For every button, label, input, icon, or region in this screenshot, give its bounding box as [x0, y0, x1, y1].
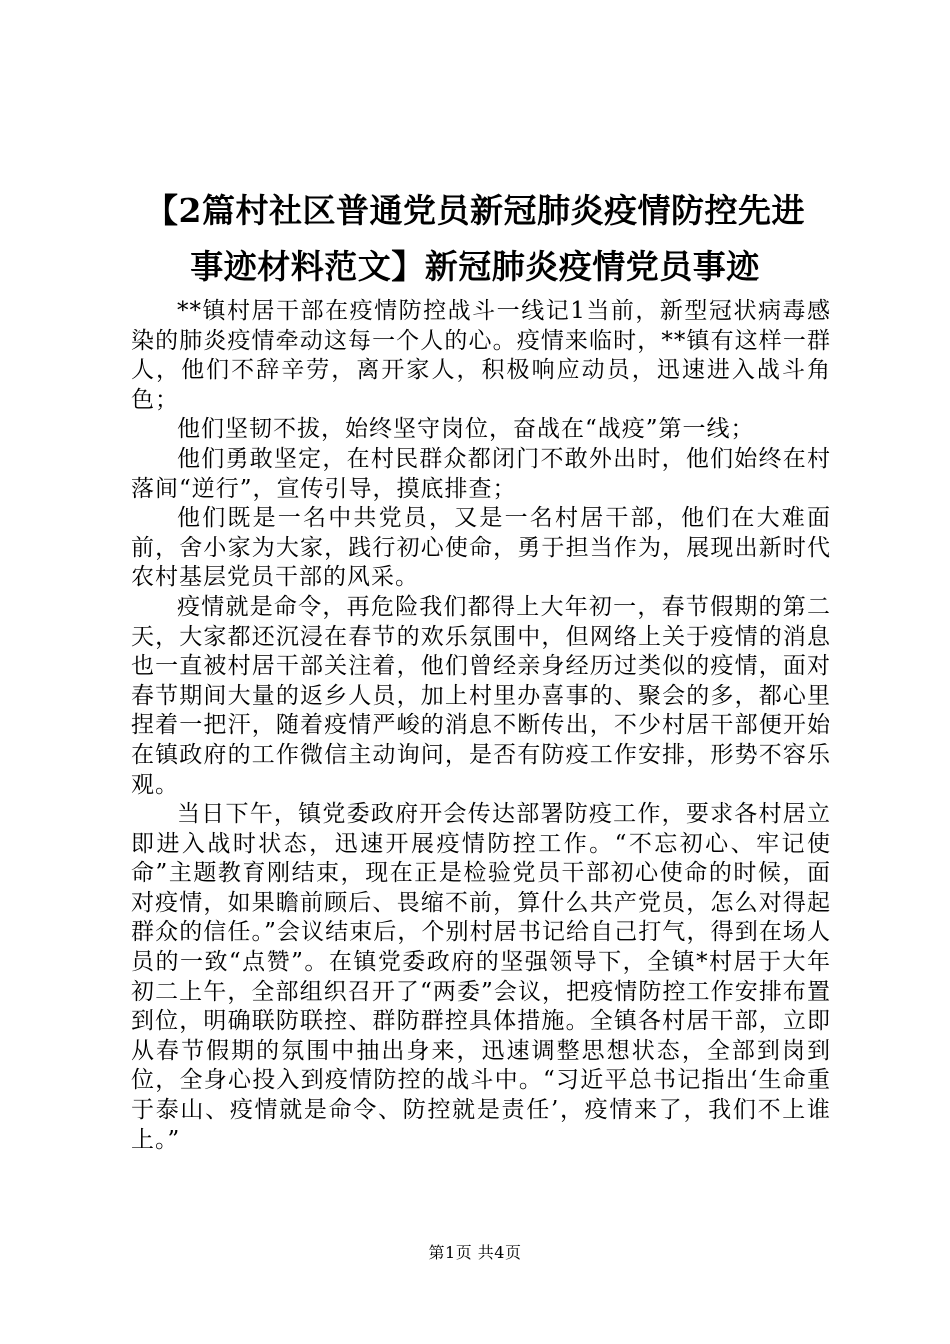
- paragraph: 他们既是一名中共党员，又是一名村居干部，他们在大难面前，舍小家为大家，践行初心使命，勇于担当作为，展现出新时代农村基层党员干部的风采。: [131, 505, 831, 591]
- paragraph: 疫情就是命令，再危险我们都得上大年初一，春节假期的第二天，大家都还沉浸在春节的欢乐氛围中，但网络上关于疫情的消息也一直被村居干部关注着，他们曾经亲身经历过类似的疫情，面对春节期间大量的返乡人员，加上村里办喜事的、聚会的多，都心里捏着一把汗，随着疫情严峻的消息不断传出，不少村居干部便开始在镇政府的工作微信主动询问，是否有防疫工作安排，形势不容乐观。: [131, 593, 831, 798]
- page-number-footer: 第1页 共4页: [428, 1243, 522, 1262]
- paragraph: 他们勇敢坚定，在村民群众都闭门不敢外出时，他们始终在村落间“逆行”，宣传引导，摸底排查；: [131, 445, 831, 502]
- paragraph: **镇村居干部在疫情防控战斗一线记1当前，新型冠状病毒感染的肺炎疫情牵动这每一个人的心。疫情来临时，**镇有这样一群人，他们不辞辛劳，离开家人，积极响应动员，迅速进入战斗角色；: [131, 298, 831, 413]
- title-line-2: 事迹材料范文】新冠肺炎疫情党员事迹: [190, 247, 760, 286]
- document-body: [131, 297, 831, 1155]
- title-line-1: 【2篇村社区普通党员新冠肺炎疫情防控先进: [145, 191, 805, 230]
- paragraph: 当日下午，镇党委政府开会传达部署防疫工作，要求各村居立即进入战时状态，迅速开展疫情防控工作。“不忘初心、牢记使命”主题教育刚结束，现在正是检验党员干部初心使命的时候，面对疫情，如果瞻前顾后、畏缩不前，算什么共产党员，怎么对得起群众的信任。”会议结束后，个别村居书记给自己打气，得到在场人员的一致“点赞”。在镇党委政府的坚强领导下，全镇*村居于大年初二上午，全部组织召开了“两委”会议，把疫情防控工作安排布置到位，明确联防联控、群防群控具体措施。全镇各村居干部，立即从春节假期的氛围中抽出身来，迅速调整思想状态，全部到岗到位，全身心投入到疫情防控的战斗中。“习近平总书记指出‘生命重于泰山、疫情就是命令、防控就是责任’，疫情来了，我们不上谁上。”: [131, 801, 831, 1153]
- paragraph: 他们坚韧不拔，始终坚守岗位，奋战在“战疫”第一线；: [177, 416, 755, 443]
- document-title: [120, 183, 830, 295]
